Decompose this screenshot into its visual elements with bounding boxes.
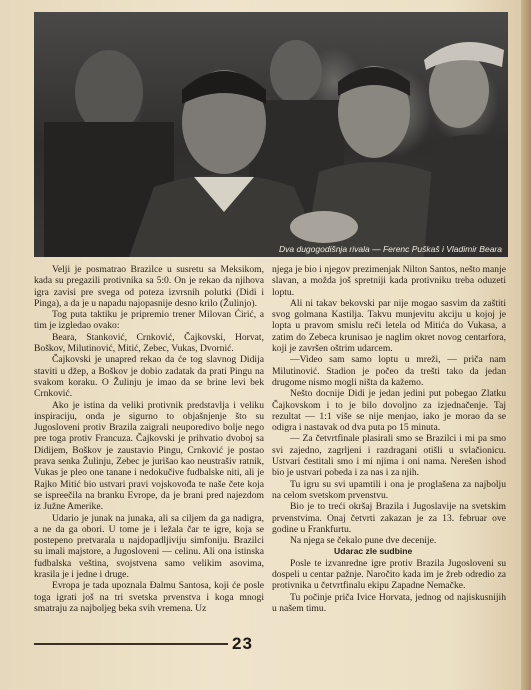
page-edge xyxy=(521,0,531,690)
page-number: 23 xyxy=(232,634,253,653)
photo xyxy=(34,12,508,257)
quote-paragraph: —Video sam samo loptu u mreži, — priča nam Milutinović. Stadion je počeo da trešti tako da jedan drugome nismo mogli ništa da kažemo. xyxy=(272,354,506,388)
paragraph: Tu igru su svi upamtili i ona je proglašena za najbolju na celom svetskom prvenstvu. xyxy=(272,478,506,501)
left-column xyxy=(34,264,264,614)
paragraph: Tog puta taktiku je pripremio trener Milovan Ćirić, a tim je izgledao ovako: xyxy=(34,309,264,332)
paragraph: njega je bio i njegov prezimenjak Nilton Santos, nešto manje slavan, a možda još spretniji kada protivniku treba oduzeti loptu. xyxy=(272,264,506,298)
paragraph: Evropa je tada upoznala Đalmu Santosa, koji će posle toga igrati još na tri svetska prvenstva i koga mnogi smatraju za najboljeg beka svih vremena. Uz xyxy=(34,580,264,614)
subheading: Udarac zle sudbine xyxy=(334,546,413,557)
paragraph: Bio je to treći okršaj Brazila i Jugoslavije na svetskim prvenstvima. Onaj četvrti zakazan je za 13. februar ove godine u Frankfurtu. xyxy=(272,501,506,535)
paragraph: Čajkovski je unapred rekao da će tog slavnog Didija staviti u džep, a Boškov je dobio zadatak da prati Pingu na svakom koraku. O Žulinju je imao da se brine levi bek Crnković. xyxy=(34,354,264,400)
paragraph: Posle te izvanredne igre protiv Brazila Jugosloveni su dospeli u centar pažnje. Naročito kada im je žreb odredio za protivnika u četvrtfinalu ekipu Zapadne Nemačke. xyxy=(272,557,506,592)
paragraph: Ako je istina da veliki protivnik predstavlja i veliku inspiraciju, onda je sigurno to objašnjenje što su Jugosloveni protiv Brazila zaigrali neuporedivo bolje nego pre toga protiv Francuza. Čajkovski je prihvatio dvoboj sa Didijem, Boškov je zaustavio Pingu, Crnković je postao prava senka Žulinju, Zebec je jurišao kao neustrašiv ratnik, Vukas je pleo one tanane i nedokučive fudbalske niti, ali je Rajko Mitić bio ustvari pravi vojskovođa te naše čete koja se ispreečila na branku Evrope, da je brani pred najezdom iz Južne Amerike. xyxy=(34,399,264,513)
photo-caption: Dva dugogodišnja rivala — Ferenc Puškaš i Vladimir Beara xyxy=(279,244,502,254)
photo-figures xyxy=(34,12,508,257)
right-column xyxy=(272,264,506,614)
paragraph: Ali ni takav bekovski par nije mogao sasvim da zaštiti svog golmana Kastilja. Takvu munjevitu akciju u kojoj je lopta u pravom smislu reči letela od Mitića do Vukasa, a zatim do Zebeca krunisao je naglim okret novog centarfora, koji je završen oštrim udarcem. xyxy=(272,297,506,355)
footer-rule xyxy=(34,643,228,645)
paragraph: Udario je junak na junaka, ali sa ciljem da ga nadigra, a ne da ga obori. U tome je i ležala čar te igre, koja se postepeno pretvarala u najdopadljiviju simfoniju. Brazilci su imali majstore, a Jugosloveni — celinu. Ali ona istinska fudbalska veština, svojstvena samo velikim asovima, krasila je i jedne i druge. xyxy=(34,512,264,581)
paragraph: Na njega se čekalo pune dve decenije. xyxy=(290,535,437,547)
lineup-paragraph: Beara, Stanković, Crnković, Čajkovski, Horvat, Boškov, Milutinović, Mitić, Zebec, Vukas, Dvornić. xyxy=(34,331,264,355)
quote-paragraph: — Za četvrtfinale plasirali smo se Brazilci i mi pa smo svi zajedno, zagrljeni i razdragani otišli u svlačionicu. Ustvari čestitali smo i mi njima i oni nama. Nerešen ishod bio je ustvari pobeda i za nas i za njih. xyxy=(272,433,506,479)
paragraph: Velji je posmatrao Brazilce u susretu sa Meksikom, kada su pregazili protivnika sa 5:0. On je rekao da njihova igra zavisi pre svega od poteza izvrsnih polutki (Didi i Pinga), a da je u napadu najopasnije desno krilo (Žulinjo). xyxy=(34,264,264,309)
paragraph: Nešto docnije Didi je jedan jedini put pobegao Zlatku Čajkovskom i to je bilo dovoljno za izjednačenje. Taj rezultat — 1:1 više se nije menjao, iako je morao da se odigra i nastavak od dva puta po 15 minuta. xyxy=(272,388,506,434)
paragraph: Tu počinje priča Ivice Horvata, jednog od najiskusnijih u našem timu. xyxy=(272,591,506,614)
